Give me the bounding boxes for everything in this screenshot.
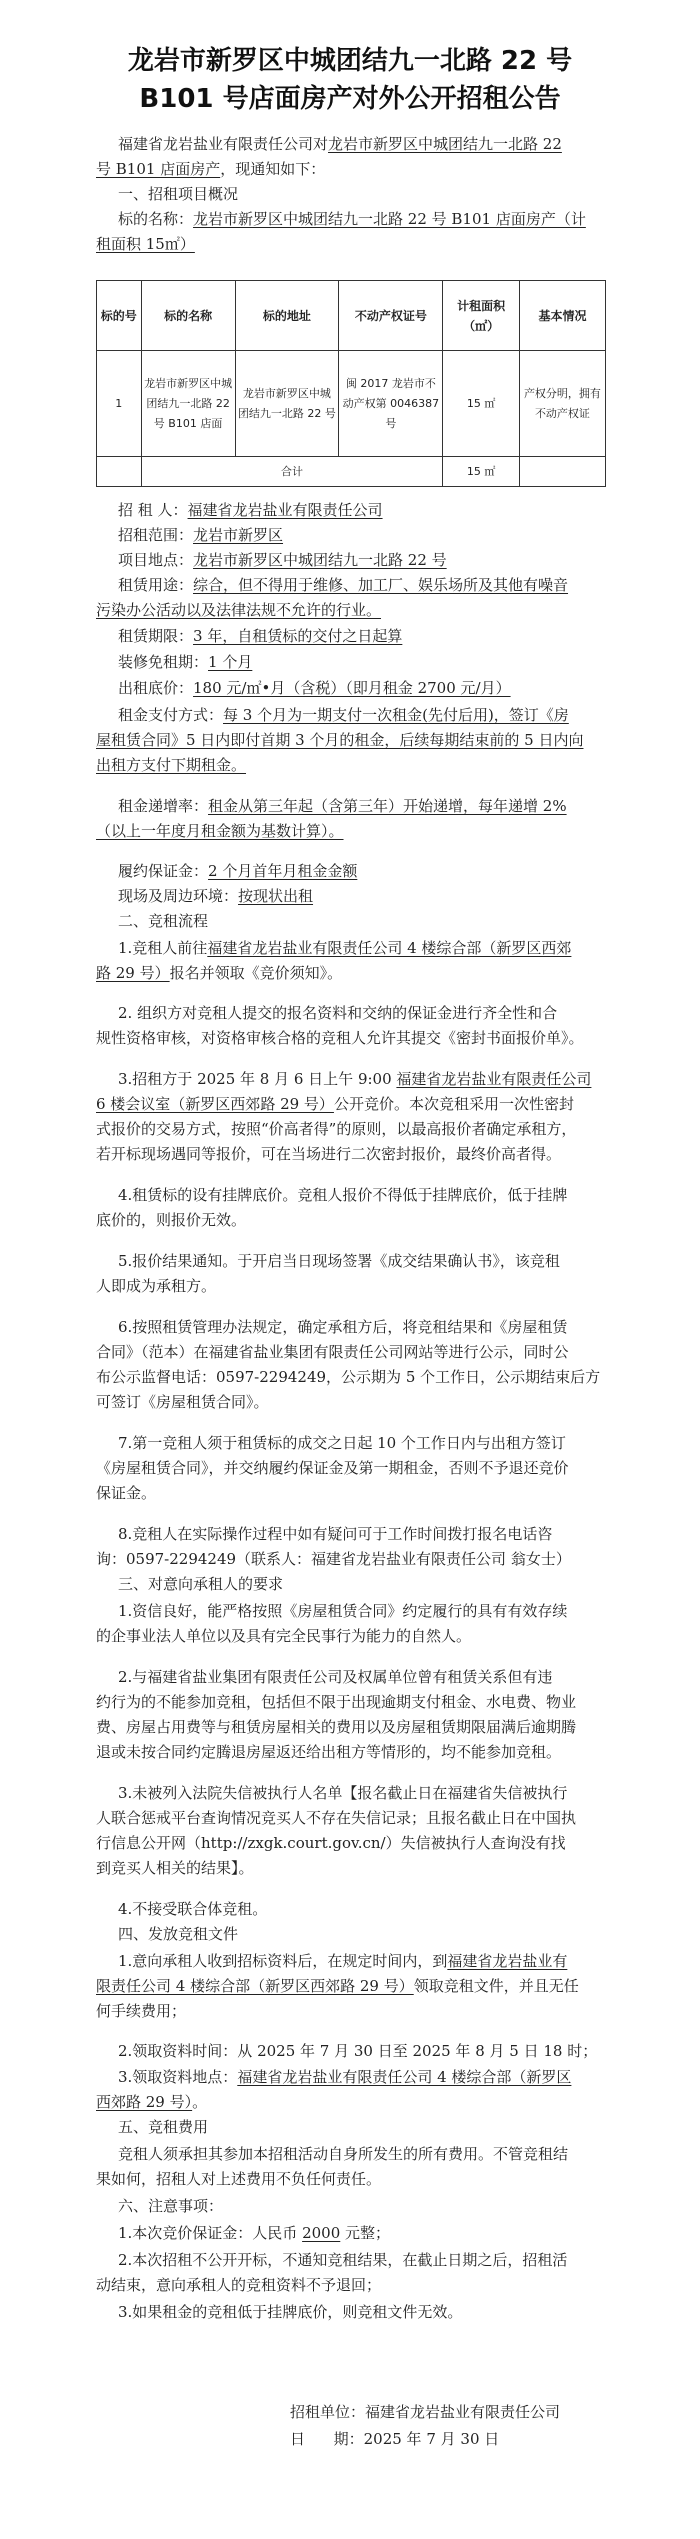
s4-p1-line-1 — [118, 1949, 628, 1973]
period-label: 租赁期限： — [118, 627, 194, 645]
pay-value: 每 3 个月为一期支付一次租金(先付后用)，签订《房 — [223, 706, 569, 724]
s2-p1-line-1 — [118, 936, 628, 960]
s2-p7-line-2: 《房屋租赁合同》，并交纳履约保证金及第一期租金，否则不予退还竞价 — [96, 1459, 569, 1477]
s4-p1-text-cont: 领取竞租文件，并且无任 — [413, 1977, 579, 1995]
title-line-2: B101 号店面房产对外公开招租公告 — [139, 84, 561, 114]
s3-p2-line-3: 费、房屋占用费等与租赁房屋相关的费用以及房屋租赁期限届满后逾期腾 — [96, 1718, 577, 1736]
scope-value: 龙岩市新罗区 — [193, 526, 284, 544]
inc-value: 租金从第三年起（含第三年）开始递增，每年递增 2% — [208, 797, 567, 815]
s2-p7-line-1: 7.第一竞租人须于租赁标的成交之日起 10 个工作日内与出租方签订 — [118, 1434, 566, 1452]
cell-cert: 闽 2017 龙岩市不动产权第 0046387 号 — [339, 351, 443, 457]
s2-p3-place-cont: 6 楼会议室（新罗区西郊路 29 号） — [96, 1095, 334, 1113]
s2-p8-line-2: 询：0597-2294249（联系人：福建省龙岩盐业有限责任公司 翁女士） — [96, 1550, 571, 1568]
s4-p1-line-2 — [96, 1974, 606, 1998]
s2-p5-line-2: 人即成为承租方。 — [96, 1277, 217, 1295]
s6-p1-amount: 2000 — [302, 2224, 341, 2242]
footer-unit — [290, 2400, 610, 2424]
name-value-cont: 租面积 15㎡） — [96, 235, 195, 253]
use-line-1 — [118, 573, 628, 597]
s2-p3-place: 福建省龙岩盐业有限责任公司 — [396, 1070, 592, 1088]
s2-p1-text: 1.竞租人前往 — [118, 939, 208, 957]
s5-p1-line-2: 果如何，招租人对上述费用不负任何责任。 — [96, 2170, 382, 2188]
inc-line-1 — [118, 794, 628, 818]
s3-p3-line-1: 3.未被列入法院失信被执行人名单【报名截止日在福建省失信被执行 — [118, 1784, 568, 1802]
condition-line — [118, 884, 628, 908]
s4-p3-line-1 — [118, 2065, 628, 2089]
s2-p1-line-2 — [96, 961, 606, 985]
s2-p3-line-2 — [96, 1092, 606, 1116]
name-line-1 — [118, 207, 628, 231]
property-table — [96, 280, 606, 487]
condition-value: 按现状出租 — [238, 887, 314, 905]
name-value: 龙岩市新罗区中城团结九一北路 22 号 B101 店面房产（计 — [193, 210, 586, 228]
scope-label: 招租范围： — [118, 526, 194, 544]
price-label: 出租底价： — [118, 679, 194, 697]
s6-p3: 3.如果租金的竞租低于挂牌底价，则竞租文件无效。 — [118, 2303, 463, 2321]
table-row — [97, 351, 606, 457]
s2-p1-place-cont: 路 29 号） — [96, 964, 170, 982]
cell-address: 龙岩市新罗区中城团结九一北路 22 号 — [235, 351, 339, 457]
pay-value-end: 出租方支付下期租金。 — [96, 756, 247, 774]
s4-p1-line-3: 何手续费用； — [96, 2002, 187, 2020]
s3-p2-line-2: 约行为的不能参加竞租，包括但不限于出现逾期支付租金、水电费、物业 — [96, 1693, 577, 1711]
period-value: 3 年，自租赁标的交付之日起算 — [193, 627, 403, 645]
s4-p1-text: 1.意向承租人收到招标资料后，在规定时间内，到 — [118, 1952, 448, 1970]
cell-total-empty — [97, 457, 142, 487]
s2-p5-line-1: 5.报价结果通知。于开启当日现场签署《成交结果确认书》，该竞租 — [118, 1252, 560, 1270]
s2-p8-line-1: 8.竞租人在实际操作过程中如有疑问可于工作时间拨打报名电话咨 — [118, 1525, 553, 1543]
s6-p2-line-2: 动结束，意向承租人的竞租资料不予退回； — [96, 2276, 382, 2294]
section-6-heading: 六、注意事项： — [118, 2197, 224, 2215]
table-total-row — [97, 457, 606, 487]
name-line-2 — [96, 232, 606, 256]
s3-p1-line-1: 1.资信良好，能严格按照《房屋租赁合同》约定履行的具有有效存续 — [118, 1602, 568, 1620]
cell-total-area: 15 ㎡ — [443, 457, 519, 487]
s2-p2-line-2: 规性资格审核，对资格审核合格的竞租人允许其提交《密封书面报价单》。 — [96, 1029, 584, 1047]
free-label: 装修免租期： — [118, 653, 209, 671]
footer-date-label: 日 期： — [290, 2430, 364, 2448]
intro-line-1 — [118, 132, 628, 156]
use-line-2 — [96, 598, 606, 622]
s2-p1-place: 福建省龙岩盐业有限责任公司 4 楼综合部（新罗区西郊 — [207, 939, 572, 957]
pay-line-3 — [96, 753, 606, 777]
s2-p4-line-2: 底价的，则报价无效。 — [96, 1211, 247, 1229]
s4-p3-line-2 — [96, 2090, 606, 2114]
section-5-heading: 五、竞租费用 — [118, 2118, 209, 2136]
s3-p2-line-4: 退或未按合同约定腾退房屋返还给出租方等情形的，均不能参加竞租。 — [96, 1743, 562, 1761]
inc-value-cont: （以上一年度月租金额为基数计算）。 — [96, 822, 344, 840]
pay-value-cont: 屋租赁合同》5 日内即付首期 3 个月的租金，后续每期结束前的 5 日内向 — [96, 731, 584, 749]
s6-p1-text: 1.本次竞价保证金：人民币 — [118, 2224, 303, 2242]
cell-area: 15 ㎡ — [443, 351, 519, 457]
pay-label: 租金支付方式： — [118, 706, 224, 724]
cell-no: 1 — [97, 351, 142, 457]
table-header-row — [97, 281, 606, 351]
free-value: 1 个月 — [208, 653, 253, 671]
s2-p4-line-1: 4.租赁标的设有挂牌底价。竞租人报价不得低于挂牌底价，低于挂牌 — [118, 1186, 568, 1204]
s3-p3-line-2: 人联合惩戒平台查询情况竞买人不存在失信记录；且报名截止日在中国执 — [96, 1809, 577, 1827]
footer-unit-label: 招租单位： — [290, 2403, 366, 2421]
cell-total-empty-2 — [519, 457, 605, 487]
deposit-value: 2 个月首年月租金金额 — [208, 862, 358, 880]
s6-p1 — [118, 2221, 628, 2245]
location-label: 项目地点： — [118, 551, 194, 569]
inc-line-2 — [96, 819, 606, 843]
s2-p3-text-cont: 公开竞价。本次竞租采用一次性密封 — [333, 1095, 574, 1113]
price-value: 180 元/㎡•月（含税）（即月租金 2700 元/月） — [193, 679, 511, 697]
s5-p1-line-1: 竞租人须承担其参加本招租活动自身所发生的所有费用。不管竞租结 — [118, 2145, 569, 2163]
s3-p4: 4.不接受联合体竞租。 — [118, 1900, 268, 1918]
lessor-label: 招 租 人： — [118, 501, 188, 519]
s2-p3-line-1 — [118, 1067, 628, 1091]
s2-p6-line-1: 6.按照租赁管理办法规定，确定承租方后，将竞租结果和《房屋租赁 — [118, 1318, 568, 1336]
deposit-label: 履约保证金： — [118, 862, 209, 880]
lessor-value: 福建省龙岩盐业有限责任公司 — [187, 501, 383, 519]
s2-p3-line-3: 式报价的交易方式，按照“价高者得”的原则，以最高报价者确定承租方， — [96, 1120, 577, 1138]
th-address: 标的地址 — [235, 281, 339, 351]
footer-date — [290, 2427, 610, 2451]
s2-p6-line-2: 合同》（范本）在福建省盐业集团有限责任公司网站等进行公示，同时公 — [96, 1343, 569, 1361]
s3-p3-line-3: 行信息公开网（http://zxgk.court.gov.cn/）失信被执行人查询没有找 — [96, 1834, 566, 1852]
s3-p1-line-2: 的企事业法人单位以及具有完全民事行为能力的自然人。 — [96, 1627, 472, 1645]
section-2-heading: 二、竞租流程 — [118, 912, 209, 930]
location-line — [118, 548, 628, 572]
s2-p3-line-4: 若开标现场遇同等报价，可在当场进行二次密封报价，最终价高者得。 — [96, 1145, 562, 1163]
s4-p3-text: 3.领取资料地点： — [118, 2068, 238, 2086]
th-cert: 不动产权证号 — [339, 281, 443, 351]
pay-line-1 — [118, 703, 628, 727]
s2-p6-line-4: 可签订《房屋租赁合同》。 — [96, 1393, 269, 1411]
s2-p3-text: 3.招租方于 2025 年 8 月 6 日上午 9:00 — [118, 1070, 397, 1088]
th-no: 标的号 — [97, 281, 142, 351]
deposit-line — [118, 859, 628, 883]
intro-property-link-cont: 号 B101 店面房产 — [96, 160, 221, 178]
s2-p6-line-3: 布公示监督电话：0597-2294249，公示期为 5 个工作日，公示期结束后方 — [96, 1368, 601, 1386]
use-label: 租赁用途： — [118, 576, 194, 594]
location-value: 龙岩市新罗区中城团结九一北路 22 号 — [193, 551, 447, 569]
price-line — [118, 676, 628, 700]
s4-p1-place-cont: 限责任公司 4 楼综合部（新罗区西郊路 29 号） — [96, 1977, 414, 1995]
s2-p7-line-3: 保证金。 — [96, 1484, 157, 1502]
th-area: 计租面积（㎡） — [443, 281, 519, 351]
s6-p2-line-1: 2.本次招租不公开开标，不通知竞租结果，在截止日期之后，招租活 — [118, 2251, 568, 2269]
section-4-heading: 四、发放竞租文件 — [118, 1925, 239, 1943]
th-status: 基本情况 — [519, 281, 605, 351]
s4-p3-text-end: 。 — [192, 2093, 208, 2111]
intro-text: 福建省龙岩盐业有限责任公司对 — [118, 135, 329, 153]
s2-p1-text-end: 报名并领取《竞价须知》。 — [169, 964, 343, 982]
s3-p3-line-4: 到竞买人相关的结果】。 — [96, 1859, 254, 1877]
footer-unit-value: 福建省龙岩盐业有限责任公司 — [365, 2403, 561, 2421]
free-line — [118, 650, 628, 674]
s4-p2: 2.领取资料时间：从 2025 年 7 月 30 日至 2025 年 8 月 5 日 18 时； — [118, 2042, 598, 2060]
section-1-heading: 一、招租项目概况 — [118, 185, 239, 203]
footer-date-value: 2025 年 7 月 30 日 — [363, 2430, 500, 2448]
section-3-heading: 三、对意向承租人的要求 — [118, 1575, 284, 1593]
title-line-1: 龙岩市新罗区中城团结九一北路 22 号 — [127, 46, 573, 76]
s4-p3-place-cont: 西郊路 29 号） — [96, 2093, 193, 2111]
s4-p3-place: 福建省龙岩盐业有限责任公司 4 楼综合部（新罗区 — [237, 2068, 572, 2086]
cell-name: 龙岩市新罗区中城团结九一北路 22 号 B101 店面 — [141, 351, 235, 457]
s6-p1-text-end: 元整； — [340, 2224, 391, 2242]
use-value: 综合，但不得用于维修、加工厂、娱乐场所及其他有噪音 — [193, 576, 569, 594]
use-value-cont: 污染办公活动以及法律法规不允许的行业。 — [96, 601, 382, 619]
th-name: 标的名称 — [141, 281, 235, 351]
period-line — [118, 624, 628, 648]
scope-line — [118, 523, 628, 547]
intro-property-link: 龙岩市新罗区中城团结九一北路 22 — [328, 135, 562, 153]
s3-p2-line-1: 2.与福建省盐业集团有限责任公司及权属单位曾有租赁关系但有违 — [118, 1668, 553, 1686]
s4-p1-place: 福建省龙岩盐业有 — [447, 1952, 568, 1970]
cell-total-label: 合计 — [141, 457, 443, 487]
condition-label: 现场及周边环境： — [118, 887, 239, 905]
intro-line-2 — [96, 157, 606, 181]
inc-label: 租金递增率： — [118, 797, 209, 815]
cell-status: 产权分明，拥有不动产权证 — [519, 351, 605, 457]
lessor-line — [118, 498, 628, 522]
intro-text-end: ，现通知如下： — [220, 160, 326, 178]
pay-line-2 — [96, 728, 606, 752]
s2-p2-line-1: 2. 组织方对竞租人提交的报名资料和交纳的保证金进行齐全性和合 — [118, 1004, 558, 1022]
name-label: 标的名称： — [118, 210, 194, 228]
